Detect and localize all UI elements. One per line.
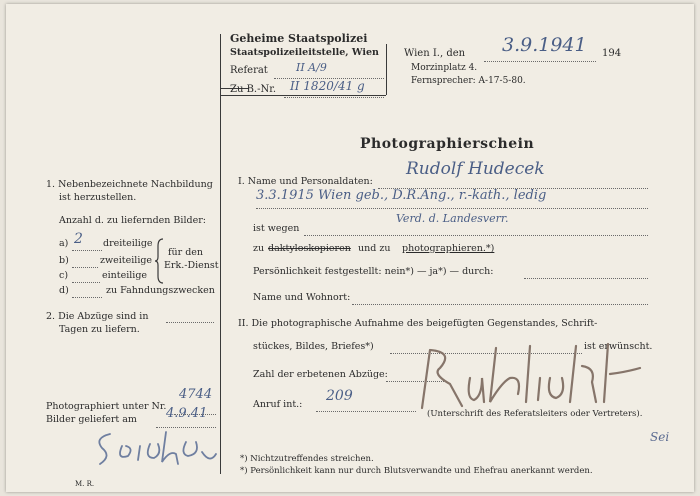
photographed-label: Photographiert unter Nr. (46, 401, 167, 412)
header-office: Staatspolizeileitstelle, Wien (230, 47, 379, 58)
option-d-label: zu Fahndungszwecken (106, 285, 215, 296)
wegen-label: ist wegen (253, 223, 300, 234)
option-a-line (72, 250, 102, 251)
address: Morzinplatz 4. (411, 63, 478, 73)
persoenlichkeit-label: Persönlichkeit festgestellt: nein*) — ja*) — durch: (253, 266, 494, 277)
referat-label: Referat (230, 65, 268, 76)
head-signature (410, 338, 655, 414)
place-label: Wien I., den (404, 48, 466, 59)
left-item2-line2: Tagen zu liefern. (59, 324, 140, 335)
left-item2-line1: 2. Die Abzüge sind in (46, 311, 149, 322)
column-divider (220, 34, 221, 474)
right-item2-line2-right: ist erwünscht. (584, 341, 653, 352)
option-d-prefix: d) (59, 285, 69, 296)
left-item1-line2: ist herzustellen. (59, 192, 137, 203)
name-wohnort-line (352, 304, 648, 305)
bnr-label: Zu B.-Nr. (230, 84, 277, 95)
brace-label-line1: für den (168, 247, 204, 258)
delivered-label: Bilder geliefert am (46, 414, 137, 425)
option-a-prefix: a) (59, 238, 69, 249)
zu-label: zu (253, 243, 265, 254)
brace-label-line2: Erk.-Dienst (164, 260, 219, 271)
anruf-value: 209 (326, 388, 353, 404)
anruf-line (316, 411, 416, 412)
footnote-1: *) Nichtzutreffendes streichen. (240, 454, 374, 464)
wegen-value: Verd. d. Landesverr. (396, 212, 509, 225)
name-wohnort-label: Name und Wohnort: (253, 292, 351, 303)
signature-caption: (Unterschrift des Referatsleiters oder Vertreters). (427, 409, 643, 419)
document-page (6, 4, 694, 492)
right-item2-line1: II. Die photographische Aufnahme des beigefügten Gegenstandes, Schrift- (238, 318, 598, 329)
photographed-value: 4744 (179, 387, 213, 402)
date-value: 3.9.1941 (502, 34, 587, 56)
bnr-value: II 1820/41 g (290, 79, 365, 93)
option-b-prefix: b) (59, 255, 69, 266)
personal-value: 3.3.1915 Wien geb., D.R.Ang., r.-kath., ledig (256, 188, 547, 203)
referat-value: II A/9 (296, 61, 327, 74)
option-a-value: 2 (74, 231, 83, 247)
right-item1-label: I. Name und Personaldaten: (238, 176, 373, 187)
photo-line-word: photographieren.*) (402, 243, 495, 254)
persoenlichkeit-line (524, 278, 648, 279)
option-c-line (72, 282, 100, 283)
header-rule (221, 95, 386, 96)
footer-mark: M. R. (75, 480, 95, 488)
photographer-signature (92, 424, 222, 479)
delivered-value: 4.9.41 (166, 406, 208, 421)
left-item2-fill (166, 322, 214, 323)
strike-word: daktyloskopieren (268, 243, 351, 254)
document-title: Photographierschein (360, 136, 535, 152)
bnr-line (284, 97, 384, 98)
phone: Fernsprecher: A-17-5-80. (411, 76, 526, 86)
corner-initial: Sei (650, 430, 670, 444)
option-c-label: einteilige (102, 270, 148, 281)
year-label: 194 (602, 48, 622, 59)
option-d-line (72, 297, 102, 298)
left-item1-line1: 1. Nebenbezeichnete Nachbildung (46, 179, 213, 190)
option-c-prefix: c) (59, 270, 69, 281)
name-value: Rudolf Hudecek (406, 159, 545, 179)
anruf-label: Anruf int.: (253, 399, 303, 410)
photo-line-mid: und zu (358, 243, 391, 254)
option-a-label: dreiteilige (103, 238, 153, 249)
option-b-label: zweiteilige (100, 255, 153, 266)
header-org: Geheime Staatspolizei (230, 32, 368, 45)
wegen-line (304, 235, 648, 236)
footnote-2: *) Persönlichkeit kann nur durch Blutsverwandte und Ehefrau anerkannt werden. (240, 466, 593, 476)
count-requested-label: Zahl der erbetenen Abzüge: (253, 369, 388, 380)
count-label: Anzahl d. zu liefernden Bilder: (59, 215, 206, 226)
option-b-line (72, 267, 98, 268)
header-divider (386, 44, 387, 95)
right-item2-line2-left: stückes, Bildes, Briefes*) (253, 341, 374, 352)
date-line (484, 61, 596, 62)
personal-line (256, 208, 648, 209)
